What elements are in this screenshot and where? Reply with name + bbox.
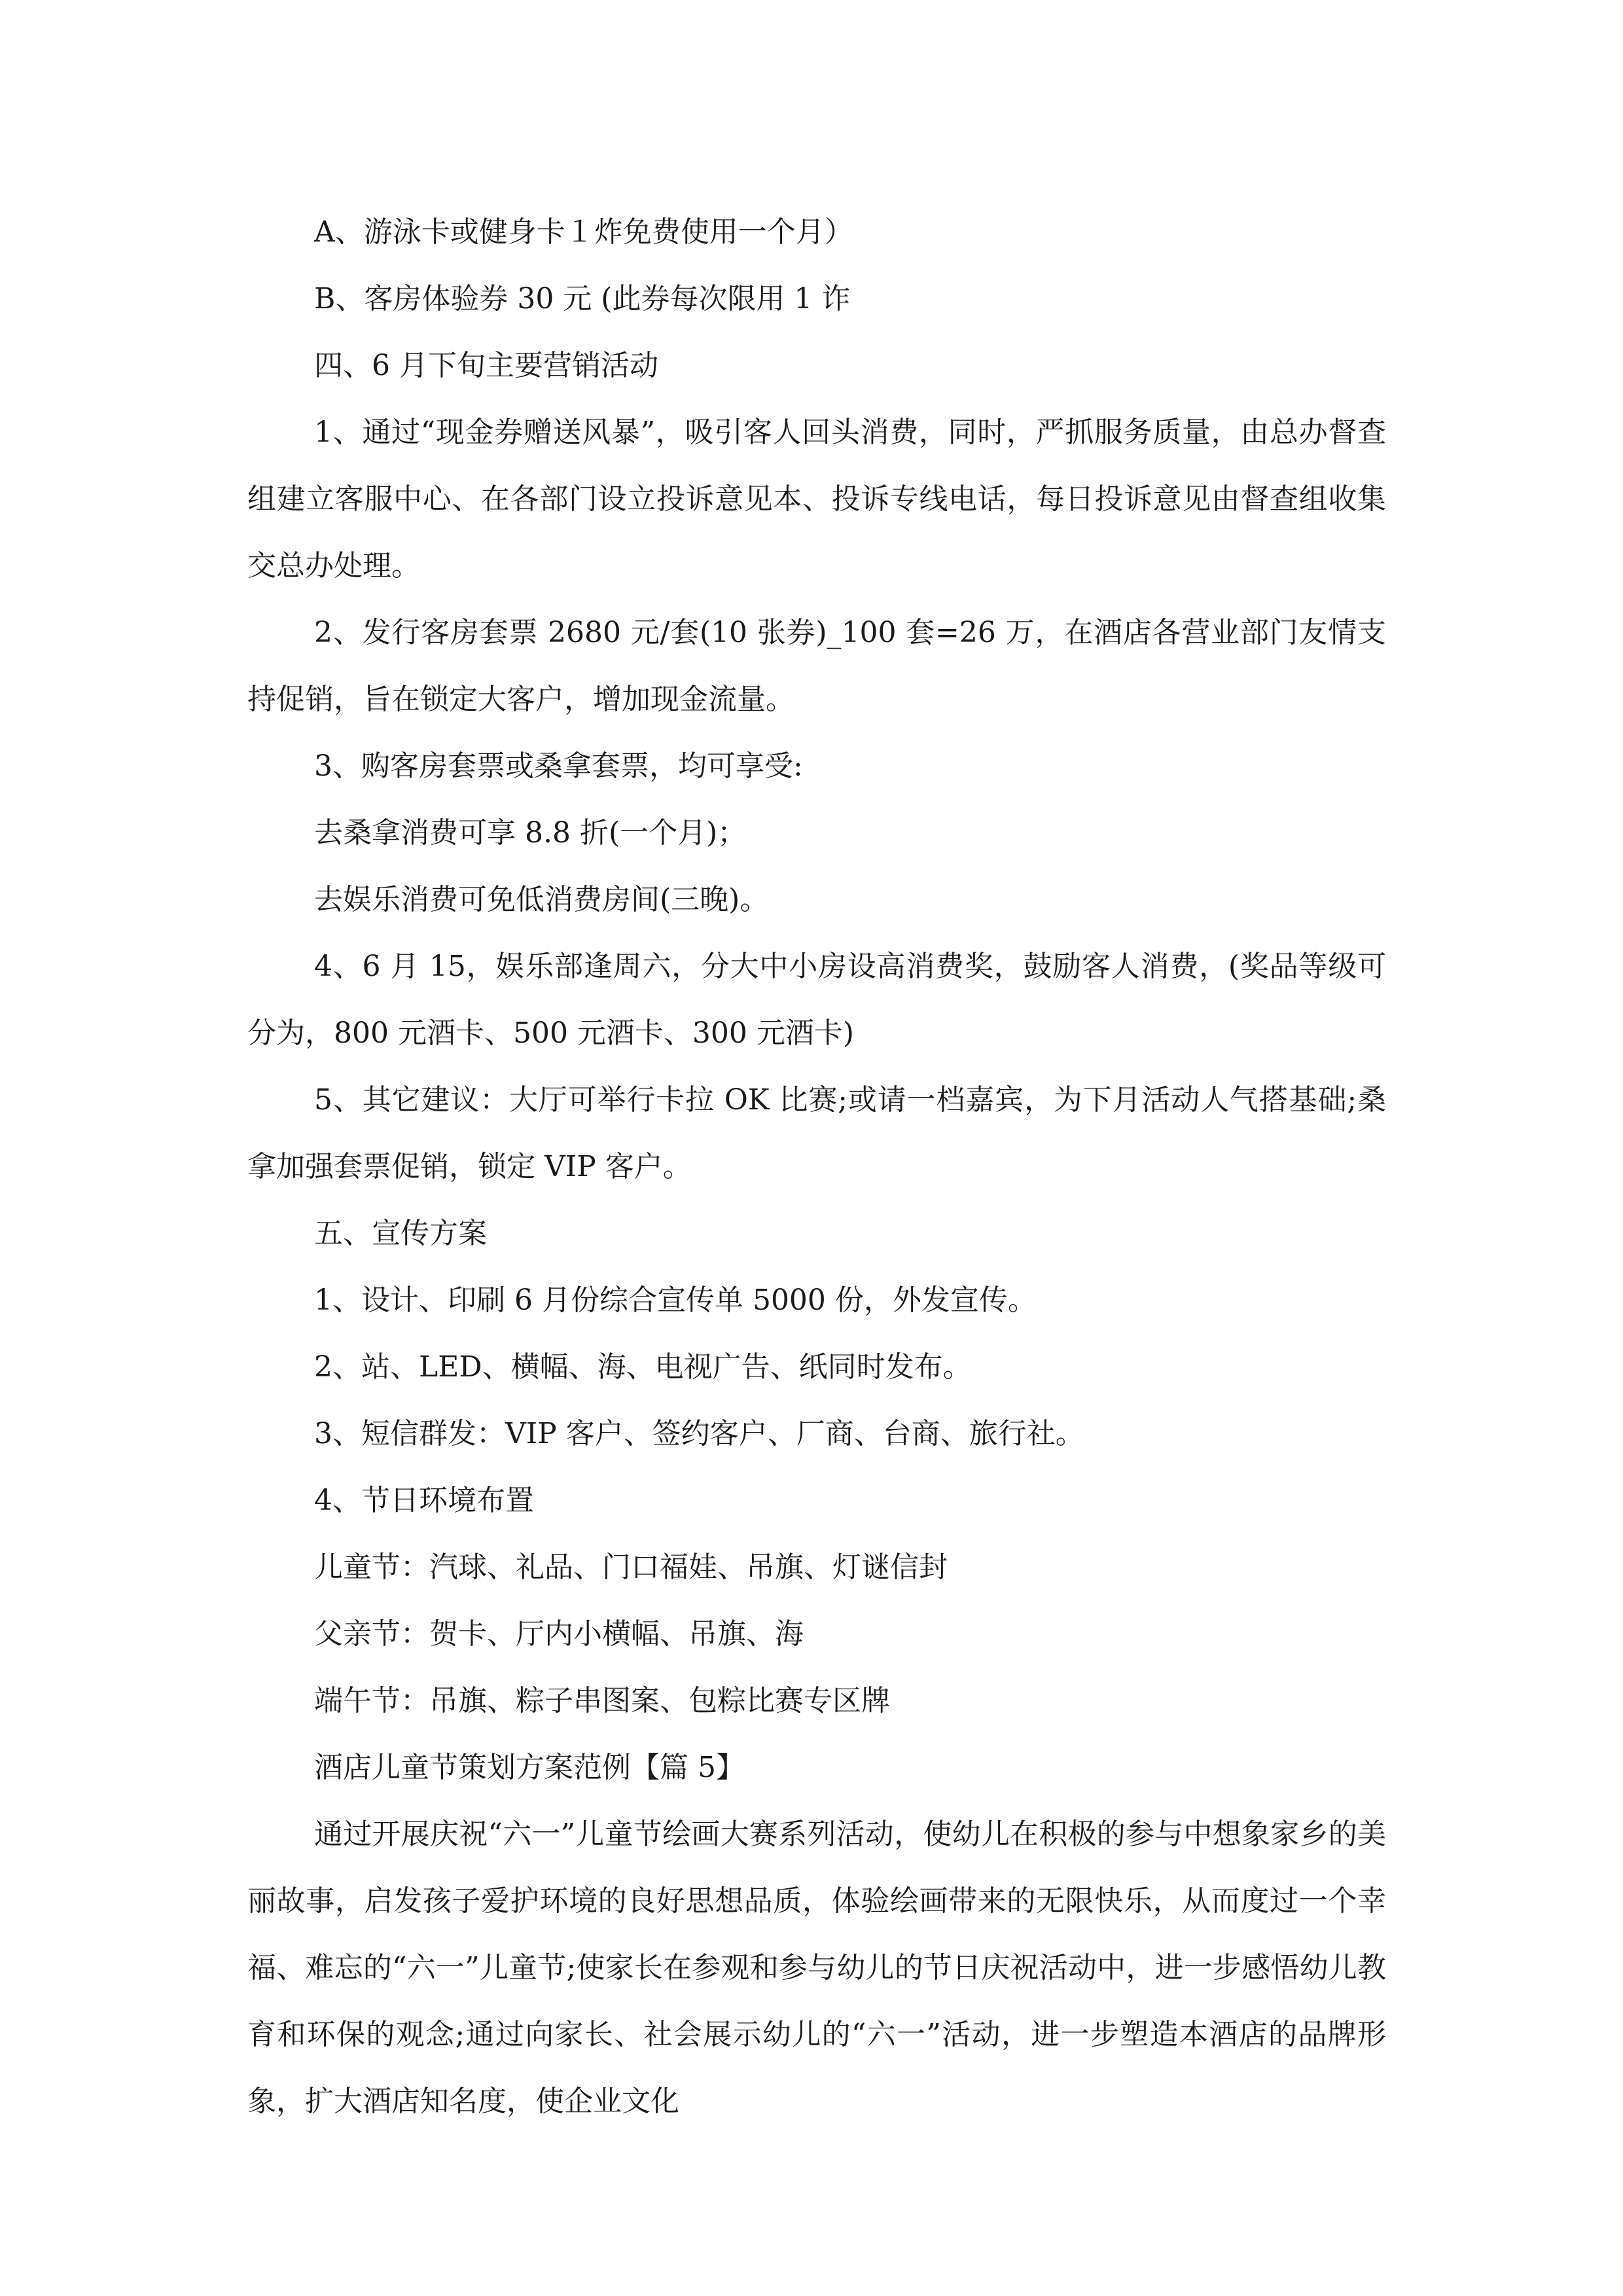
article-title: 酒店儿童节策划方案范例【篇 5】 [314, 1751, 745, 1784]
paragraph-9: 4、6 月 15，娱乐部逢周六，分大中小房设高消费奖，鼓励客人消费，(奖品等级可分为，800 元酒卡、500 元酒卡、300 元酒卡) [247, 950, 1386, 1050]
paragraph-16: 儿童节：汽球、礼品、门口福娃、吊旗、灯谜信封 [314, 1551, 948, 1584]
paragraph-13: 2、站、LED、横幅、海、电视广告、纸同时发布。 [314, 1350, 972, 1384]
section-heading-4: 四、6 月下旬主要营销活动 [314, 349, 658, 382]
paragraph-17: 父亲节：贺卡、厅内小横幅、吊旗、海 [314, 1617, 804, 1651]
paragraph-7: 去桑拿消费可享 8.8 折(一个月)； [314, 816, 747, 850]
paragraph-18: 端午节：吊旗、粽子串图案、包粽比赛专区牌 [314, 1684, 890, 1717]
paragraph-4: 1、通过“现金券赠送风暴”，吸引客人回头消费，同时，严抓服务质量，由总办督查组建立客服中心、在各部门设立投诉意见本、投诉专线电话，每日投诉意见由督查组收集交总办处理。 [247, 416, 1386, 583]
section-heading-5: 五、宣传方案 [314, 1217, 487, 1250]
document-body [247, 199, 1386, 2135]
paragraph-15: 4、节日环境布置 [314, 1484, 534, 1517]
paragraph-1: A、游泳卡或健身卡１炸免费使用一个月） [314, 215, 853, 249]
paragraph-14: 3、短信群发：VIP 客户、签约客户、厂商、台商、旅行社。 [314, 1417, 1084, 1450]
paragraph-5: 2、发行客房套票 2680 元/套(10 张券)_100 套=26 万，在酒店各营业部门友情支持促销，旨在锁定大客户，增加现金流量。 [247, 616, 1386, 716]
paragraph-10: 5、其它建议：大厅可举行卡拉 OK 比赛;或请一档嘉宾，为下月活动人气搭基础;桑拿加强套票促销，锁定 VIP 客户。 [247, 1083, 1386, 1183]
paragraph-6: 3、购客房套票或桑拿套票，均可享受: [314, 749, 803, 783]
paragraph-2: B、客房体验券 30 元 (此券每次限用 1 诈 [314, 282, 851, 315]
paragraph-8: 去娱乐消费可免低消费房间(三晚)。 [314, 883, 769, 916]
paragraph-12: 1、设计、印刷 6 月份综合宣传单 5000 份，外发宣传。 [314, 1283, 1037, 1317]
paragraph-20: 通过开展庆祝“六一”儿童节绘画大赛系列活动，使幼儿在积极的参与中想象家乡的美丽故事，启发孩子爱护环境的良好思想品质，体验绘画带来的无限快乐，从而度过一个幸福、难忘的“六一”儿童节;使家长在参观和参与幼儿的节日庆祝活动中，进一步感悟幼儿教育和环保的观念;通过向家长、社会展示幼儿的“六一”活动，进一步塑造本酒店的品牌形象，扩大酒店知名度，使企业文化 [247, 1818, 1386, 2118]
